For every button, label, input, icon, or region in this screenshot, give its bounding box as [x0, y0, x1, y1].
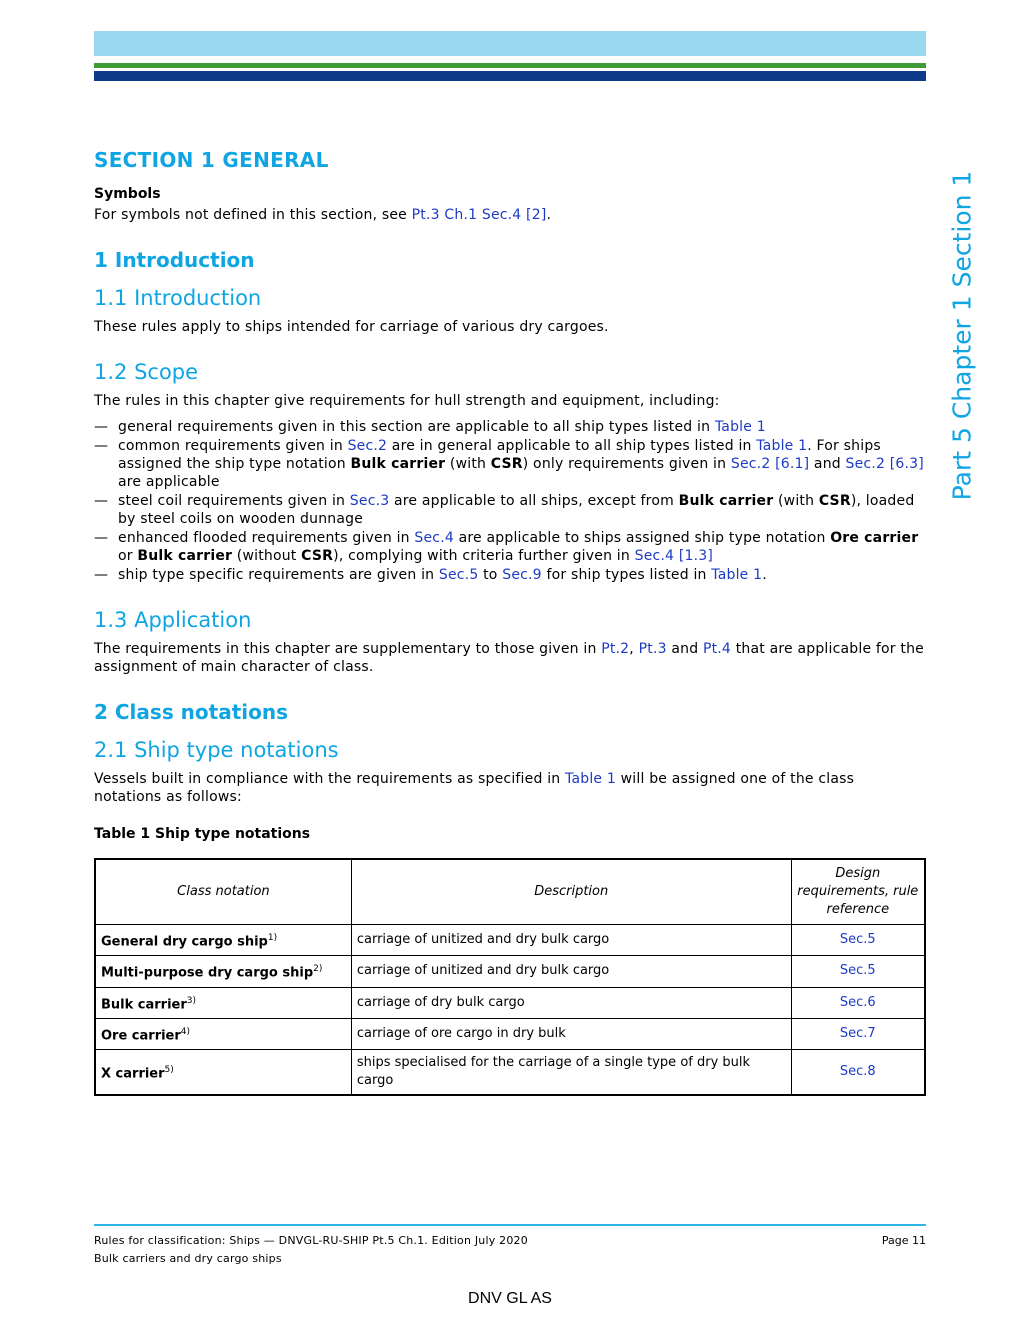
- list-item: — common requirements given in Sec.2 are in general applicable to all ship types listed in Table 1. For ships assigned the ship type notation Bulk carrier (with CSR) only requirements given in Sec.2 [6.1] and Sec.2 [6.3] are applicable: [94, 437, 926, 491]
- header-class-notation: Class notation: [95, 859, 351, 925]
- description-cell: ships specialised for the carriage of a single type of dry bulk cargo: [351, 1050, 791, 1096]
- link-pt3-ch1-sec4[interactable]: Pt.3 Ch.1 Sec.4 [2]: [411, 207, 547, 223]
- scope-text: The rules in this chapter give requirements for hull strength and equipment, including:: [94, 393, 720, 409]
- header-description: Description: [351, 859, 791, 925]
- header-rule-reference: Design requirements, rule reference: [791, 859, 925, 925]
- link-sec-2-6-1[interactable]: Sec.2 [6.1]: [730, 456, 810, 472]
- heading-introduction: 1 Introduction: [94, 248, 255, 272]
- table-row: [95, 987, 925, 1018]
- link-sec-6[interactable]: Sec.6: [839, 994, 876, 1010]
- company-name: DNV GL AS: [468, 1290, 552, 1307]
- reference-cell: [791, 925, 925, 956]
- symbols-label: Symbols: [94, 186, 161, 202]
- header-band-light: [94, 31, 926, 56]
- link-sec-7[interactable]: Sec.7: [839, 1026, 876, 1042]
- side-tab-label: Part 5 Chapter 1 Section 1: [947, 170, 977, 500]
- link-sec-3[interactable]: Sec.3: [349, 493, 390, 509]
- ship-type-text: Vessels built in compliance with the requirements as specified in Table 1 will be assigned one of the class notations as follows:: [94, 771, 855, 805]
- link-sec-9[interactable]: Sec.9: [502, 567, 542, 583]
- list-item: — ship type specific requirements are given in Sec.5 to Sec.9 for ship types listed in Table 1.: [94, 566, 926, 584]
- class-notation-cell: General dry cargo ship$^{1)}$: [95, 925, 351, 956]
- link-table-1[interactable]: Table 1: [711, 567, 763, 583]
- side-tab: [940, 155, 984, 515]
- section-title: SECTION 1 GENERAL: [94, 148, 329, 172]
- footer-left: [94, 1232, 528, 1268]
- link-table-1[interactable]: Table 1: [714, 419, 766, 435]
- page-number: Page 11: [881, 1234, 926, 1247]
- description-cell: carriage of ore cargo in dry bulk: [351, 1018, 791, 1049]
- symbols-text: For symbols not defined in this section, see Pt.3 Ch.1 Sec.4 [2].: [94, 207, 552, 223]
- page-content: [94, 148, 926, 1096]
- application-text: The requirements in this chapter are supplementary to those given in Pt.2, Pt.3 and Pt.4 that are applicable for the assignment of main character of class.: [94, 641, 924, 675]
- table-row: [95, 956, 925, 987]
- link-sec-5[interactable]: Sec.5: [839, 963, 876, 979]
- table-header-row: [95, 859, 925, 925]
- footer-subtitle: Bulk carriers and dry cargo ships: [94, 1252, 282, 1265]
- link-pt-3[interactable]: Pt.3: [638, 641, 667, 657]
- reference-cell: [791, 987, 925, 1018]
- list-item: — enhanced flooded requirements given in Sec.4 are applicable to ships assigned ship type notation Ore carrier or Bulk carrier (without CSR), complying with criteria further given in Sec.4 [1.3]: [94, 529, 926, 565]
- reference-cell: [791, 1018, 925, 1049]
- table-row: [95, 1018, 925, 1049]
- intro-text: These rules apply to ships intended for carriage of various dry cargoes.: [94, 319, 609, 335]
- table-row: [95, 1050, 925, 1096]
- link-sec-2-6-3[interactable]: Sec.2 [6.3]: [845, 456, 924, 472]
- description-cell: carriage of unitized and dry bulk cargo: [351, 956, 791, 987]
- list-item: — steel coil requirements given in Sec.3 are applicable to all ships, except from Bulk carrier (with CSR), loaded by steel coils on wooden dunnage: [94, 492, 926, 528]
- link-table-1[interactable]: Table 1: [756, 438, 808, 454]
- table-title: Table 1 Ship type notations: [94, 826, 311, 842]
- description-cell: carriage of dry bulk cargo: [351, 987, 791, 1018]
- heading-class-notations: 2 Class notations: [94, 700, 289, 724]
- link-sec-4-1-3[interactable]: Sec.4 [1.3]: [634, 548, 714, 564]
- link-pt-4[interactable]: Pt.4: [702, 641, 732, 657]
- reference-cell: [791, 956, 925, 987]
- scope-list: [94, 418, 926, 584]
- description-cell: carriage of unitized and dry bulk cargo: [351, 925, 791, 956]
- link-sec-5[interactable]: Sec.5: [438, 567, 479, 583]
- header-band-green: [94, 63, 926, 68]
- heading-2-1: 2.1 Ship type notations: [94, 738, 339, 762]
- heading-1-2: 1.2 Scope: [94, 360, 199, 384]
- header-band-blue: [94, 71, 926, 81]
- footer-rules-title: Rules for classification: Ships — DNVGL-RU-SHIP Pt.5 Ch.1. Edition July 2020: [94, 1234, 528, 1247]
- class-notation-cell: X carrier$^{5)}$: [95, 1050, 351, 1096]
- link-table-1[interactable]: Table 1: [565, 771, 616, 787]
- link-sec-5[interactable]: Sec.5: [839, 932, 876, 948]
- link-sec-8[interactable]: Sec.8: [839, 1064, 876, 1080]
- link-pt-2[interactable]: Pt.2: [601, 641, 630, 657]
- list-item: — general requirements given in this section are applicable to all ship types listed in Table 1: [94, 418, 926, 436]
- class-notation-cell: Bulk carrier$^{3)}$: [95, 987, 351, 1018]
- link-sec-2[interactable]: Sec.2: [347, 438, 388, 454]
- footer-divider: [94, 1224, 926, 1226]
- reference-cell: [791, 1050, 925, 1096]
- ship-type-table: [94, 858, 926, 1096]
- class-notation-cell: Ore carrier$^{4)}$: [95, 1018, 351, 1049]
- table-row: [95, 925, 925, 956]
- heading-1-1: 1.1 Introduction: [94, 286, 262, 310]
- link-sec-4[interactable]: Sec.4: [414, 530, 454, 546]
- class-notation-cell: Multi-purpose dry cargo ship$^{2)}$: [95, 956, 351, 987]
- heading-1-3: 1.3 Application: [94, 608, 252, 632]
